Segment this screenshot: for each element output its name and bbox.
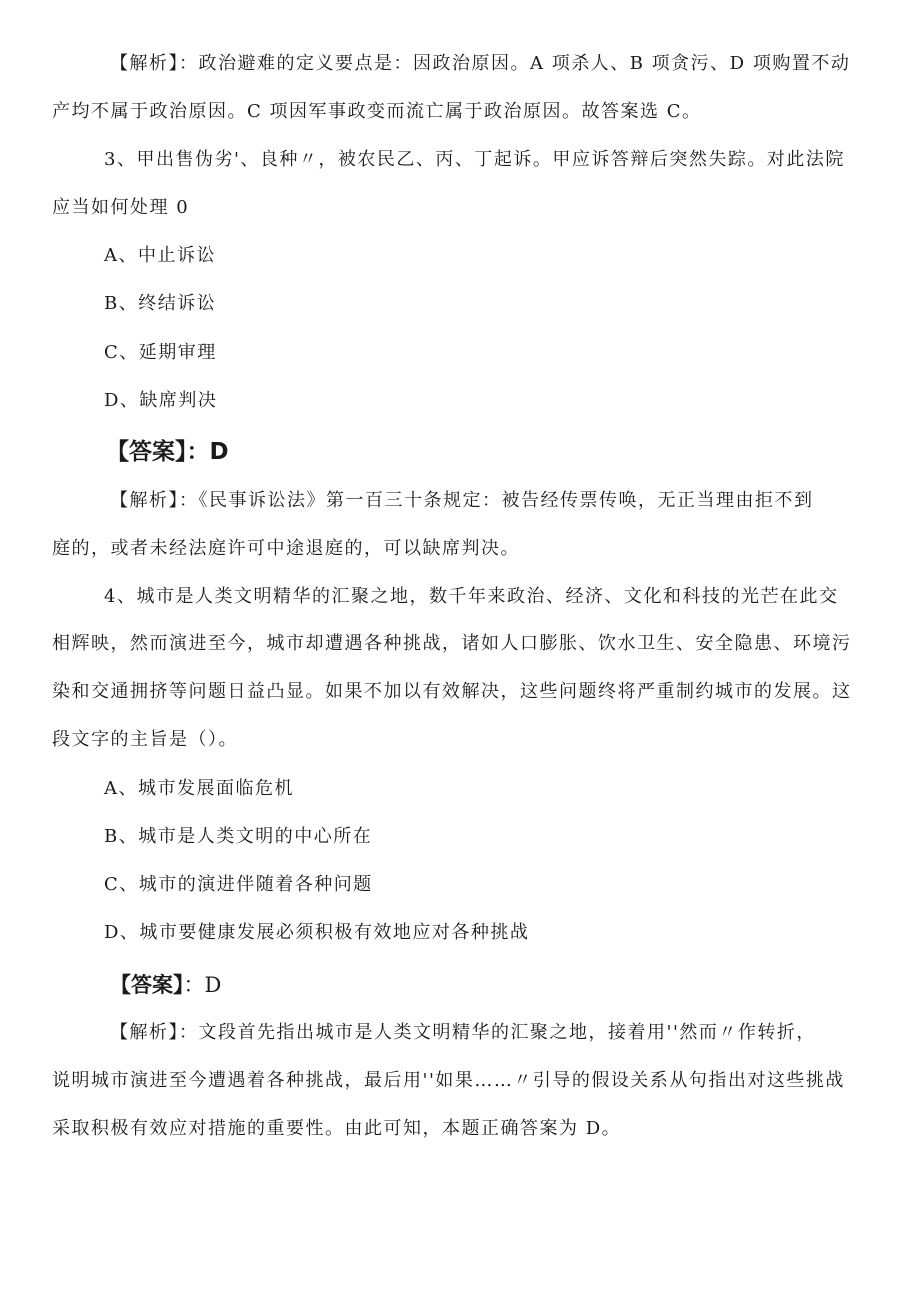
q3-answer-label: 【答案】： xyxy=(106,439,210,465)
q4-answer-label: 【答案】 xyxy=(110,973,184,997)
q3-option-d: D、缺席判决 xyxy=(104,390,218,411)
q4-explanation-line-1: 【解析】：文段首先指出城市是人类文明精华的汇聚之地，接着用''然而〃作转折， xyxy=(110,1022,816,1043)
q4-explanation-line-3: 采取积极有效应对措施的重要性。由此可知，本题正确答案为 D。 xyxy=(52,1118,622,1139)
q4-option-c: C、城市的演进伴随着各种问题 xyxy=(104,874,373,895)
q3-answer xyxy=(106,438,229,466)
q3-option-a: A、中止诉讼 xyxy=(104,245,216,266)
q3-explanation-line-2: 庭的，或者未经法庭许可中途退庭的，可以缺席判决。 xyxy=(52,538,520,559)
q4-option-b: B、城市是人类文明的中心所在 xyxy=(104,826,373,847)
q3-stem-line-2: 应当如何处理 0 xyxy=(52,197,190,218)
q3-option-c: C、延期审理 xyxy=(104,342,217,363)
q2-explanation-line-1: 【解析】：政治避难的定义要点是：因政治原因。A 项杀人、B 项贪污、D 项购置不动 xyxy=(110,53,851,74)
q4-option-d: D、城市要健康发展必须积极有效地应对各种挑战 xyxy=(104,922,530,943)
q3-option-b: B、终结诉讼 xyxy=(104,293,217,314)
q4-option-a: A、城市发展面临危机 xyxy=(104,778,294,799)
q4-stem-line-2: 相辉映，然而演进至今，城市却遭遇各种挑战，诸如人口膨胀、饮水卫生、安全隐患、环境污 xyxy=(52,633,852,654)
q3-answer-value: D xyxy=(209,439,229,465)
q4-stem-line-1: 4、城市是人类文明精华的汇聚之地，数千年来政治、经济、文化和科技的光芒在此交 xyxy=(104,586,839,607)
q3-explanation-line-1: 【解析】：《民事诉讼法》第一百三十条规定：被告经传票传唤，无正当理由拒不到 xyxy=(110,490,814,511)
q4-answer xyxy=(110,971,221,999)
q2-explanation-line-2: 产均不属于政治原因。C 项因军事政变而流亡属于政治原因。故答案选 C。 xyxy=(52,101,702,122)
q4-explanation-line-2: 说明城市演进至今遭遇着各种挑战，最后用''如果……〃引导的假设关系从句指出对这些挑战 xyxy=(52,1070,845,1091)
q3-stem-line-1: 3、甲出售伪劣'、良种〃，被农民乙、丙、丁起诉。甲应诉答辩后突然失踪。对此法院 xyxy=(104,149,845,170)
q4-answer-value: ：D xyxy=(183,973,222,997)
q4-stem-line-4: 段文字的主旨是（）。 xyxy=(52,729,238,750)
q4-stem-line-3: 染和交通拥挤等问题日益凸显。如果不加以有效解决，这些问题终将严重制约城市的发展。这 xyxy=(52,681,852,702)
